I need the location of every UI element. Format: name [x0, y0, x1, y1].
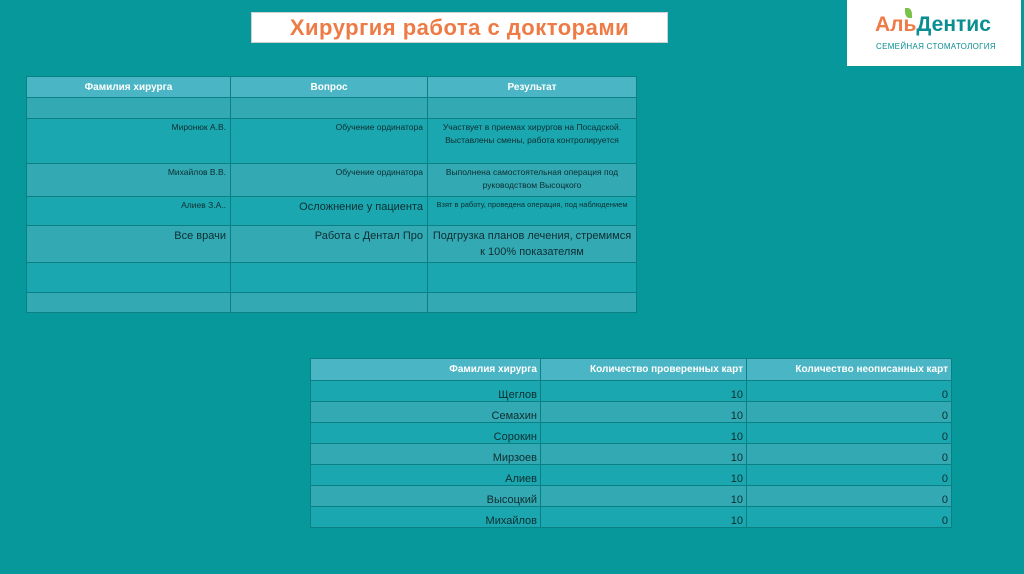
- cell-surgeon: Михайлов: [311, 507, 541, 528]
- cell-surgeon: Мирзоев: [311, 444, 541, 465]
- cell-result: Участвует в приемах хирургов на Посадской. Выставлены смены, работа контролируется: [428, 119, 637, 164]
- table-row: [27, 226, 637, 263]
- table-row: [311, 444, 952, 465]
- column-header-surgeon: Фамилия хирурга: [27, 77, 231, 98]
- cell-surgeon: Высоцкий: [311, 486, 541, 507]
- cell-question: [231, 293, 428, 313]
- cell-undescribed: 0: [747, 507, 952, 528]
- column-header-undescribed: Количество неописанных карт: [747, 359, 952, 381]
- logo-tagline: СЕМЕЙНАЯ СТОМАТОЛОГИЯ: [876, 42, 996, 51]
- cell-surgeon: [27, 98, 231, 119]
- table-row: [311, 507, 952, 528]
- cell-surgeon: Алиев: [311, 465, 541, 486]
- cell-result: [428, 293, 637, 313]
- cell-checked: 10: [541, 507, 747, 528]
- cell-undescribed: 0: [747, 444, 952, 465]
- cell-question: [231, 263, 428, 293]
- table-row: [27, 164, 637, 197]
- column-header-checked: Количество проверенных карт: [541, 359, 747, 381]
- cell-question: Обучение ординатора: [231, 164, 428, 197]
- table-row: [27, 197, 637, 226]
- logo-brand-name: Дентис: [916, 13, 991, 36]
- logo-brand-prefix: Аль: [875, 13, 917, 36]
- cell-undescribed: 0: [747, 381, 952, 402]
- cell-surgeon: Алиев З.А..: [27, 197, 231, 226]
- table-row: [27, 293, 637, 313]
- cell-question: Работа с Дентал Про: [231, 226, 428, 263]
- cell-question: Обучение ординатора: [231, 119, 428, 164]
- cell-result: [428, 98, 637, 119]
- cell-surgeon: Сорокин: [311, 423, 541, 444]
- column-header-result: Результат: [428, 77, 637, 98]
- cell-surgeon: [27, 263, 231, 293]
- table-row: [311, 423, 952, 444]
- logo-brand: [875, 13, 991, 37]
- column-header-question: Вопрос: [231, 77, 428, 98]
- cell-surgeon: Семахин: [311, 402, 541, 423]
- cell-result: Взят в работу, проведена операция, под наблюдением: [428, 197, 637, 226]
- card-check-table: [310, 358, 952, 528]
- cell-checked: 10: [541, 402, 747, 423]
- cell-undescribed: 0: [747, 465, 952, 486]
- column-header-surgeon: Фамилия хирурга: [311, 359, 541, 381]
- table-row: [27, 98, 637, 119]
- cell-checked: 10: [541, 444, 747, 465]
- cell-checked: 10: [541, 381, 747, 402]
- cell-checked: 10: [541, 423, 747, 444]
- cell-result: Подгрузка планов лечения, стремимся к 100% показателям: [428, 226, 637, 263]
- cell-checked: 10: [541, 465, 747, 486]
- cell-question: Осложнение у пациента: [231, 197, 428, 226]
- table-row: [311, 381, 952, 402]
- table-row: [27, 263, 637, 293]
- cell-surgeon: Щеглов: [311, 381, 541, 402]
- table-row: [311, 465, 952, 486]
- company-logo: [847, 0, 1021, 66]
- cell-result: Выполнена самостоятельная операция под руководством Высоцкого: [428, 164, 637, 197]
- surgeon-issues-table: [26, 76, 637, 313]
- cell-undescribed: 0: [747, 423, 952, 444]
- table-header-row: [27, 77, 637, 98]
- cell-surgeon: Все врачи: [27, 226, 231, 263]
- cell-undescribed: 0: [747, 486, 952, 507]
- table-header-row: [311, 359, 952, 381]
- cell-surgeon: Миронюк А.В.: [27, 119, 231, 164]
- cell-question: [231, 98, 428, 119]
- cell-surgeon: Михайлов В.В.: [27, 164, 231, 197]
- cell-undescribed: 0: [747, 402, 952, 423]
- table-row: [27, 119, 637, 164]
- cell-surgeon: [27, 293, 231, 313]
- cell-checked: 10: [541, 486, 747, 507]
- table-row: [311, 486, 952, 507]
- page-title: Хирургия работа с докторами: [251, 12, 668, 43]
- cell-result: [428, 263, 637, 293]
- table-row: [311, 402, 952, 423]
